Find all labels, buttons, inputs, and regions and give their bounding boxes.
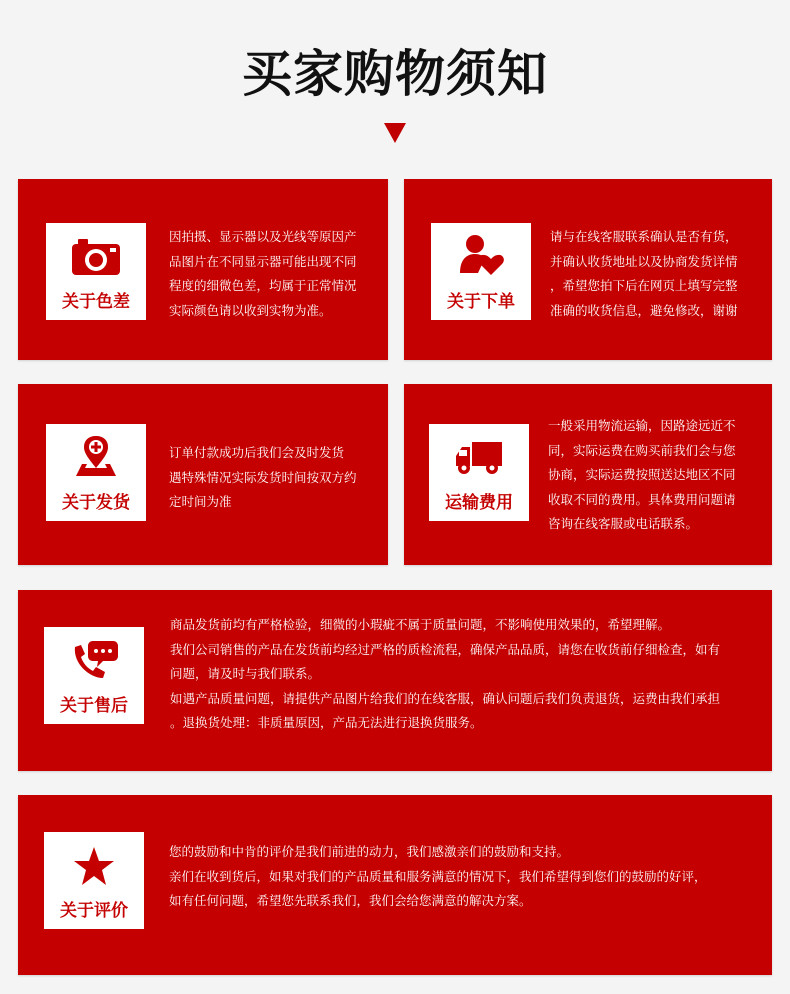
location-pin-icon [74,434,118,478]
text-line: 同，实际运费在购买前我们会与您 [548,442,736,458]
text-line: 咨询在线客服或电话联系。 [548,516,699,531]
text-line: ，希望您拍下后在网页上填写完整 [550,278,738,293]
text-line: 如遇产品质量问题，请提供产品图片给我们的在线客服，确认问题后我们负责退货，运费由我们承担 [170,690,721,706]
text-line: 因拍摄、显示器以及光线等原因产 [169,229,357,244]
text-line: 程度的细微色差，均属于正常情况 [169,278,357,293]
card-label: 关于下单 [447,292,515,312]
icon-box [44,627,144,724]
card-color-difference [18,179,388,360]
icon-box [46,223,146,320]
text-line: 准确的收货信息，避免修改，谢谢 [550,302,738,318]
text-line: 。退换货处理：非质量原因，产品无法进行退换货服务。 [170,715,483,730]
text-line: 品图片在不同显示器可能出现不同 [169,253,357,269]
user-heart-icon [458,233,504,277]
truck-icon [454,440,504,476]
star-icon [73,846,115,886]
text-line: 问题，请及时与我们联系。 [170,666,321,681]
text-line: 如有任何问题，希望您先联系我们，我们会给您满意的解决方案。 [169,893,532,908]
card-shipping [18,384,388,565]
card-text [550,225,765,323]
card-shipping-fee [404,384,772,565]
text-line: 并确认收货地址以及协商发货详情 [550,253,738,269]
card-after-sales [18,590,772,771]
icon-box [46,424,146,521]
icon-box [429,424,529,521]
card-text [548,414,766,537]
card-label: 关于发货 [62,493,130,513]
card-text [170,613,766,736]
card-label: 关于色差 [62,292,130,312]
camera-icon [70,235,122,277]
phone-chat-icon [69,637,119,683]
card-label: 关于评价 [60,901,128,921]
text-line: 订单付款成功后我们会及时发货 [169,445,345,460]
icon-box [431,223,531,320]
card-reviews [18,795,772,975]
text-line: 协商，实际运费按照送达地区不同 [548,467,736,482]
icon-box [44,832,144,929]
card-text [169,225,381,323]
page-title: 买家购物须知 [242,44,548,103]
card-label: 关于售后 [60,696,128,716]
text-line: 一般采用物流运输，因路途远近不 [548,418,736,433]
text-line: 我们公司销售的产品在发货前均经过严格的质检流程，确保产品品质，请您在收货前仔细检查，如有 [170,641,721,657]
text-line: 实际颜色请以收到实物为准。 [169,302,332,318]
card-text [169,441,381,515]
text-line: 您的鼓励和中肯的评价是我们前进的动力，我们感激亲们的鼓励和支持。 [169,844,570,859]
card-label: 运输费用 [445,493,513,513]
text-line: 收取不同的费用。具体费用问题请 [548,491,736,507]
chevron-down-icon [384,123,406,143]
text-line: 请与在线客服联系确认是否有货， [550,229,738,244]
text-line: 定时间为准 [169,494,232,509]
card-ordering [404,179,772,360]
text-line: 亲们在收到货后，如果对我们的产品质量和服务满意的情况下，我们希望得到您们的鼓励的好评， [169,868,707,884]
text-line: 商品发货前均有严格检验，细微的小瑕疵不属于质量问题，不影响使用效果的，希望理解。 [170,617,671,632]
text-line: 遇特殊情况实际发货时间按双方约 [169,469,357,485]
card-text [169,840,765,914]
